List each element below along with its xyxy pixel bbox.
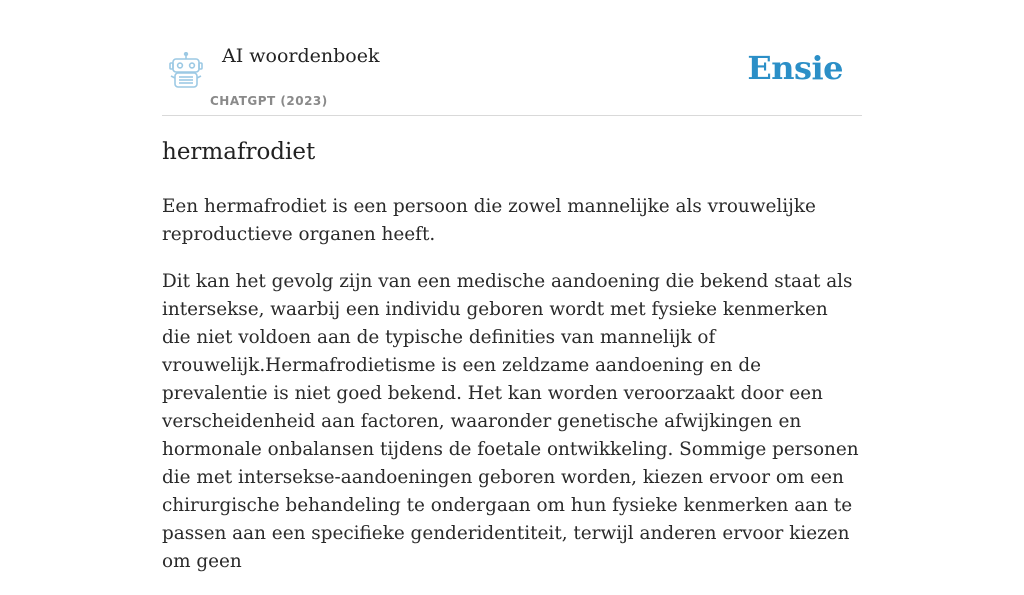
robot-icon: [166, 52, 206, 90]
header: [162, 0, 862, 116]
source-label: CHATGPT (2023): [210, 94, 328, 108]
page-container: [162, 0, 862, 572]
brand-logo[interactable]: Ensie: [747, 49, 843, 87]
entry-paragraph: Een hermafrodiet is een persoon die zowel mannelijke als vrouwelijke reproductieve organen heeft.: [162, 196, 816, 245]
entry-paragraph: Dit kan het gevolg zijn van een medische aandoening die bekend staat als intersekse, waarbij een individu geboren wordt met fysieke kenmerken die niet voldoen aan de typische definities van mannelijk of vrouwelijk.Hermafrodietisme is een zeldzame aandoening en de prevalentie is niet goed bekend. Het kan worden veroorzaakt door een verscheidenheid aan factoren, waaronder genetische afwijkingen en hormonale onbalansen tijdens de foetale ontwikkeling. Sommige personen die met intersekse-aandoeningen geboren worden, kiezen ervoor om een chirurgische behandeling te ondergaan om hun fysieke kenmerken aan te passen aan een specifieke genderidentiteit, terwijl anderen ervoor kiezen om geen: [162, 271, 859, 572]
entry-body: [162, 193, 862, 595]
site-name[interactable]: AI woordenboek: [222, 45, 380, 67]
entry-term: hermafrodiet: [162, 139, 316, 165]
